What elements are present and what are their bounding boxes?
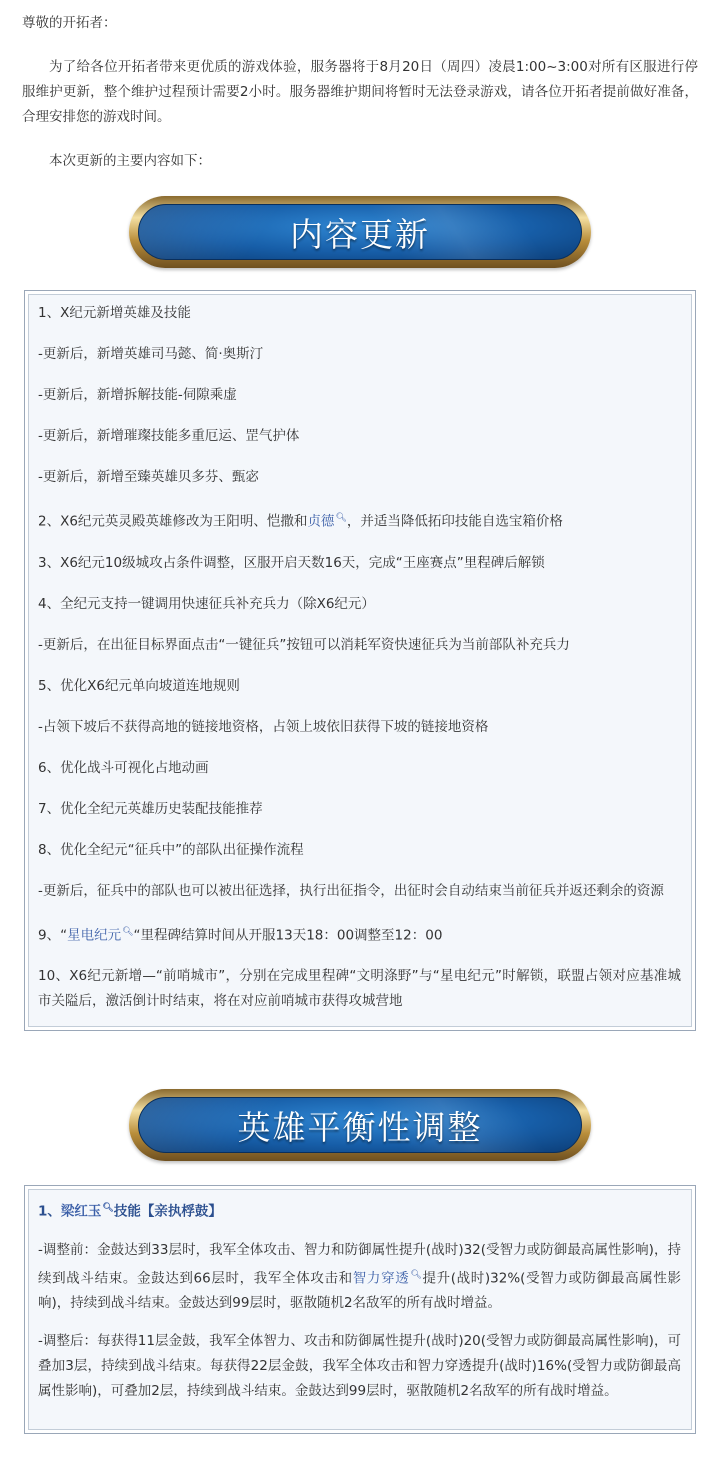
hero-balance-box [24, 1185, 696, 1434]
heading-index: 1、 [38, 1203, 61, 1220]
list-item: 10、X6纪元新增—“前哨城市”，分别在完成里程碑“文明涤野”与“星电纪元”时解锁，联盟占领对应基准城市关隘后，激活倒计时结束，将在对应前哨城市获得攻城营地 [38, 968, 681, 1009]
era-link-xingdian[interactable]: 星电纪元 [67, 927, 122, 943]
item-text: 2、X6纪元英灵殿英雄修改为王阳明、恺撒和 [38, 513, 308, 530]
list-item: 4、全纪元支持一键调用快速征兵补充兵力（除X6纪元） [38, 595, 375, 612]
search-icon[interactable]: 🔍︎ [410, 1269, 423, 1280]
hero-heading [38, 1196, 681, 1225]
content-update-box [24, 290, 696, 1031]
item-text: 9、“ [38, 927, 68, 943]
list-item [38, 506, 681, 535]
content-update-list [28, 294, 692, 1027]
banner-plate [138, 1097, 582, 1153]
list-item: -更新后，在出征目标界面点击“一键征兵”按钮可以消耗军资快速征兵为当前部队补充兵力 [38, 636, 570, 653]
search-icon[interactable]: 🔍︎ [102, 1203, 114, 1213]
hero-link-jeanne[interactable]: 贞德 [307, 513, 335, 530]
list-item: 6、优化战斗可视化占地动画 [38, 759, 209, 776]
intro-lead: 本次更新的主要内容如下： [49, 153, 211, 169]
content-update-banner [0, 196, 720, 268]
greeting: 尊敬的开拓者： [22, 15, 117, 31]
list-item: -更新后，征兵中的部队也可以被出征选择，执行出征指令，出征时会自动结束当前征兵并返还剩余的资源 [38, 882, 664, 899]
hero-balance-list [28, 1189, 692, 1430]
list-item: 3、X6纪元10级城攻占条件调整，区服开启天数16天，完成“王座赛点”里程碑后解锁 [38, 554, 545, 571]
banner-title: 英雄平衡性调整 [237, 1107, 483, 1147]
list-item-before [38, 1238, 681, 1317]
banner-frame [129, 196, 591, 268]
item-text: -调整前：金鼓达到33层时，我军全体攻击、智力和防御属性提升(战时)32(受智力或防御最高属性影响)，持续到战斗结束。金鼓达到66层时，我军全体攻击和 [38, 1241, 681, 1286]
intro-paragraph: 为了给各位开拓者带来更优质的游戏体验，服务器将于8月20日（周四）凌晨1:00~3:00对所有区服进行停服维护更新，整个维护过程预计需要2小时。服务器维护期间将暂时无法登录游戏，请各位开拓者提前做好准备，合理安排您的游戏时间。 [22, 59, 698, 125]
item-text: “里程碑结算时间从开服13天18：00调整至12：00 [133, 927, 443, 943]
search-icon[interactable]: 🔍︎ [335, 513, 347, 523]
list-item: 7、优化全纪元英雄历史装配技能推荐 [38, 800, 263, 817]
banner-frame [129, 1089, 591, 1161]
list-item: -占领下坡后不获得高地的链接地资格，占领上坡依旧获得下坡的链接地资格 [38, 718, 489, 735]
list-item-after: -调整后：每获得11层金鼓，我军全体智力、攻击和防御属性提升(战时)20(受智力或防御最高属性影响)，可叠加3层，持续到战斗结束。每获得22层金鼓，我军全体攻击和智力穿透提升(战时)16%(受智力或防御最高属性影响)，可叠加2层，持续到战斗结束。金鼓达到99层时，驱散随机2名敌军的所有战时增益。 [38, 1333, 681, 1399]
heading-skill: 技能【亲执桴鼓】 [113, 1203, 222, 1220]
search-icon[interactable]: 🔍︎ [122, 926, 134, 937]
list-item: 1、X纪元新增英雄及技能 [38, 305, 191, 321]
list-item: -更新后，新增英雄司马懿、简·奥斯汀 [38, 346, 264, 362]
list-item [38, 920, 681, 949]
list-item: -更新后，新增璀璨技能多重厄运、罡气护体 [38, 428, 300, 444]
term-link-int-pen[interactable]: 智力穿透 [352, 1270, 410, 1286]
list-item: 5、优化X6纪元单向坡道连地规则 [38, 677, 240, 694]
list-item: -更新后，新增拆解技能-伺隙乘虚 [38, 387, 237, 403]
item-text: ，并适当降低拓印技能自选宝箱价格 [346, 513, 563, 530]
item-text: 提升(战时)32%(受智力或防御最高属性影响)，持续到战斗结束。金鼓达到99层时，驱散随机2名敌军的所有战时增益。 [38, 1270, 681, 1311]
hero-balance-banner [0, 1089, 720, 1161]
hero-link-lianghongyu[interactable]: 梁红玉 [60, 1203, 102, 1220]
list-item: 8、优化全纪元“征兵中”的部队出征操作流程 [38, 841, 304, 858]
banner-title: 内容更新 [290, 214, 430, 254]
list-item: -更新后，新增至臻英雄贝多芬、甄宓 [38, 469, 259, 485]
banner-plate [138, 204, 582, 260]
